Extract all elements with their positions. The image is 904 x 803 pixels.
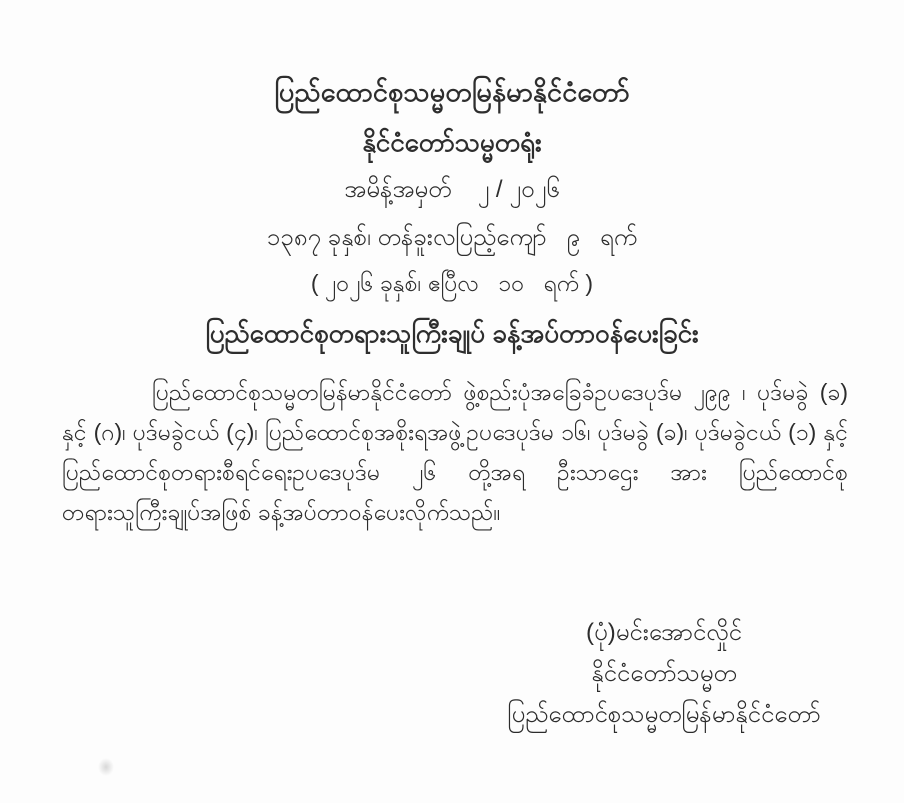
document-body <box>0 372 904 532</box>
signatory-title: နိုင်ငံတော်သမ္မတ <box>591 660 737 687</box>
office-title: နိုင်ငံတော်သမ္မတရုံး <box>362 127 542 157</box>
subject-title: ပြည်ထောင်စုတရားသူကြီးချုပ် ခန့်အပ်တာဝန်ပေးခြင်း <box>205 318 699 348</box>
scan-smudge-artifact <box>98 758 114 776</box>
document-header <box>0 0 904 358</box>
order-paragraph: ပြည်ထောင်စုသမ္မတမြန်မာနိုင်ငံတော် ဖွဲ့စည်းပုံအခြေခံဥပဒေပုဒ်မ ၂၉၉ ၊ ပုဒ်မခွဲ (ခ) နှင့် (ဂ)၊ ပုဒ်မခွဲငယ် (၄)၊ ပြည်ထောင်စုအစိုးရအဖွဲ့ဥပဒေပုဒ်မ ၁၆၊ ပုဒ်မခွဲ (ခ)၊ ပုဒ်မခွဲငယ် (၁) နှင့် ပြည်ထောင်စုတရားစီရင်ရေးဥပဒေပုဒ်မ ၂၆ တို့အရ ဦးသာဌေး အား ပြည်ထောင်စုတရားသူကြီးချုပ်အဖြစ် ခန့်အပ်တာဝန်ပေးလိုက်သည်။ <box>62 379 848 525</box>
state-title: ပြည်ထောင်စုသမ္မတမြန်မာနိုင်ငံတော် <box>274 77 630 107</box>
signatory-name: (ပုံ)မင်းအောင်လှိုင် <box>586 619 742 646</box>
order-number-line <box>0 166 904 214</box>
gregorian-date: ( ၂၀၂၆ ခုနှစ်၊ ဧပြီလ ၁၀ ရက် ) <box>310 270 594 296</box>
order-number: ၂ / ၂၀၂၆ <box>477 176 560 203</box>
signatory-state: ပြည်ထောင်စုသမ္မတမြန်မာနိုင်ငံတော် <box>507 701 821 728</box>
order-label: အမိန့်အမှတ် <box>344 176 452 203</box>
myanmar-calendar-date: ၁၃၈၇ ခုနှစ်၊ တန်ခူးလပြည့်ကျော် ၉ ရက် <box>266 224 638 251</box>
signature-block <box>494 612 834 735</box>
